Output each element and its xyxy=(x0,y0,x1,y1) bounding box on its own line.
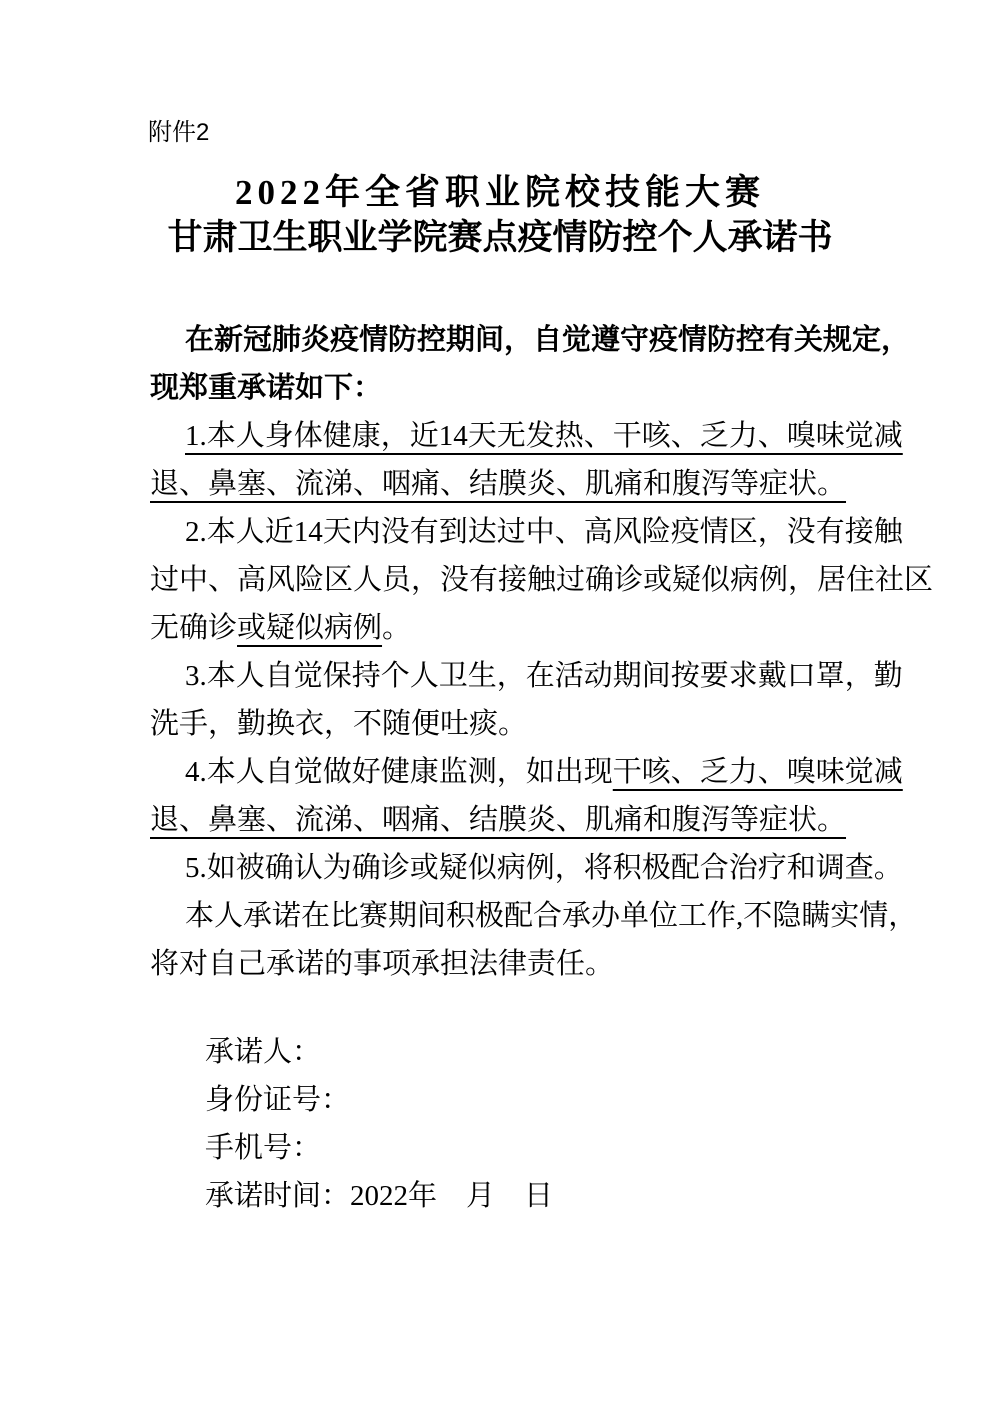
commitment-date-line: 承诺时间：2022年 月 日 xyxy=(205,1180,554,1212)
body-text: 无确诊 xyxy=(150,612,238,644)
attachment-label: 附件2 xyxy=(148,119,210,146)
item-3-line-2 xyxy=(150,700,910,748)
body-text: 本人承诺在比赛期间积极配合承办单位工作,不隐瞒实情， xyxy=(185,900,918,932)
signer-name-line: 承诺人： xyxy=(205,1036,322,1068)
intro-text: 在新冠肺炎疫情防控期间，自觉遵守疫情防控有关规定， xyxy=(185,324,911,356)
underlined-text: 1.本人身体健康，近14天无发热、干咳、乏力、嗅味觉减 xyxy=(185,420,903,452)
body-text: 5.如被确认为确诊或疑似病例，将积极配合治疗和调查。 xyxy=(185,852,903,884)
closing-line-2 xyxy=(150,940,910,988)
body-text: 洗手，勤换衣，不随便吐痰。 xyxy=(150,708,528,740)
body-text: 3.本人自觉保持个人卫生，在活动期间按要求戴口罩，勤 xyxy=(185,660,903,692)
body-text: 。 xyxy=(382,612,412,644)
item-4-line-2 xyxy=(150,796,910,844)
item-2-line-2 xyxy=(150,556,934,604)
item-4-line-1 xyxy=(150,748,910,796)
intro-line-2 xyxy=(150,364,910,412)
underlined-text: 退、鼻塞、流涕、咽痛、结膜炎、肌痛和腹泻等症状。 xyxy=(150,804,847,836)
phone-number-line: 手机号： xyxy=(205,1132,322,1164)
title-line-1: 2022年全省职业院校技能大赛 xyxy=(234,173,765,212)
underlined-text: 干咳、乏力、嗅味觉减 xyxy=(612,756,903,788)
underlined-text: 或疑似病例 xyxy=(237,612,383,644)
body-text: 4.本人自觉做好健康监测，如出现 xyxy=(185,756,613,788)
item-2-line-3 xyxy=(150,604,910,652)
item-1-line-2 xyxy=(150,460,910,508)
title-line-2: 甘肃卫生职业学院赛点疫情防控个人承诺书 xyxy=(167,218,833,257)
body-text: 过中、高风险区人员，没有接触过确诊或疑似病例，居住社区 xyxy=(150,564,934,596)
closing-line-1 xyxy=(150,892,918,940)
item-1-line-1 xyxy=(150,412,910,460)
item-3-line-1 xyxy=(150,652,910,700)
body-text: 将对自己承诺的事项承担法律责任。 xyxy=(150,948,615,980)
signature-block xyxy=(205,1028,553,1220)
document-title xyxy=(0,170,1000,260)
body-text: 2.本人近14天内没有到达过中、高风险疫情区，没有接触 xyxy=(185,516,903,548)
item-5-line xyxy=(150,844,910,892)
intro-line-1 xyxy=(150,316,910,364)
document-body xyxy=(150,316,934,988)
item-2-line-1 xyxy=(150,508,910,556)
id-number-line: 身份证号： xyxy=(205,1084,351,1116)
underlined-text: 退、鼻塞、流涕、咽痛、结膜炎、肌痛和腹泻等症状。 xyxy=(150,468,847,500)
intro-text: 现郑重承诺如下： xyxy=(150,372,383,404)
